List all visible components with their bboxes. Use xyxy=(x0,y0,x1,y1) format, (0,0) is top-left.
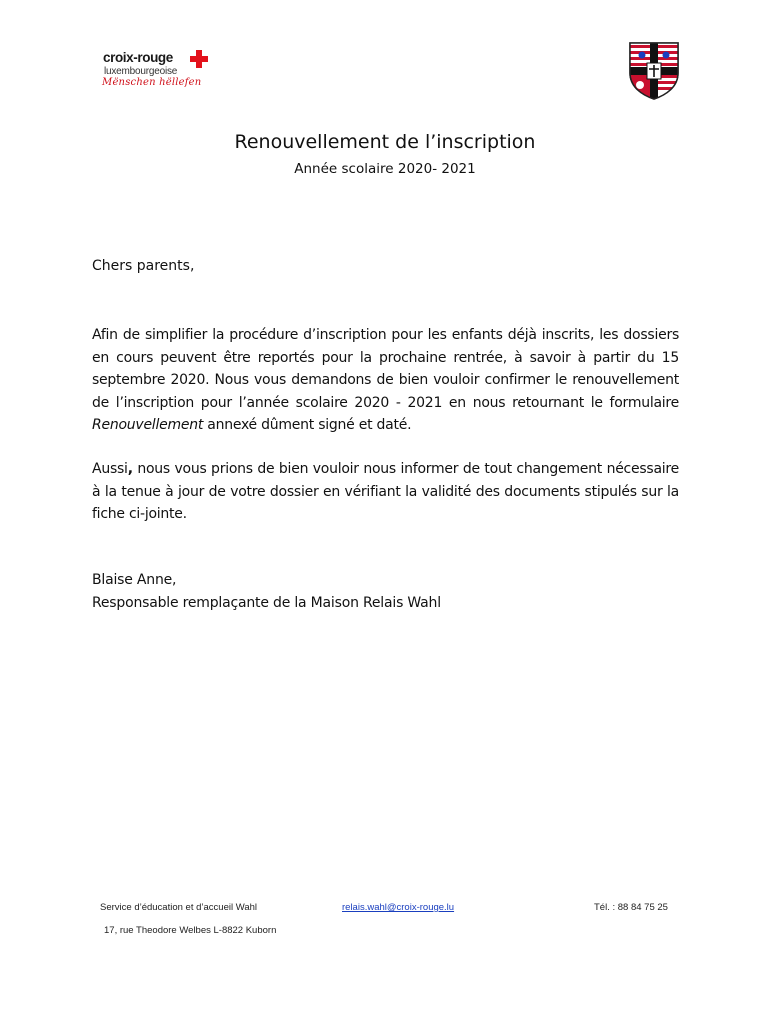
form-name-emphasis: Renouvellement xyxy=(92,417,204,433)
paragraph-changes-text: nous vous prions de bien vouloir nous informer de tout changement nécessaire à la tenue à jour de votre dossier en vérifiant la validité des documents stipulés sur la fiche ci-jointe. xyxy=(92,461,679,522)
coat-of-arms-icon xyxy=(628,41,680,101)
paragraph-changes-bold-comma: , xyxy=(127,461,133,477)
footer-phone: Tél. : 88 84 75 25 xyxy=(594,902,668,913)
red-cross-icon xyxy=(190,50,208,68)
footer-service: Service d’éducation et d’accueil Wahl xyxy=(100,902,258,913)
footer-email-link[interactable]: relais.wahl@croix-rouge.lu xyxy=(342,902,455,913)
paragraph-renewal xyxy=(92,324,679,437)
paragraph-renewal-text: Afin de simplifier la procédure d’inscription pour les enfants déjà inscrits, les dossiers en cours peuvent être reportés pour la prochaine rentrée, à savoir à partir du 15 septembre 2020. Nous vous demandons de bien vouloir confirmer le renouvellement de l’inscription pour l’année scolaire 2020 - 2021 en nous retournant le formulaire xyxy=(92,327,679,411)
footer-address: 17, rue Theodore Welbes L-8822 Kuborn xyxy=(104,925,277,936)
paragraph-changes xyxy=(92,458,679,526)
document-subtitle: Année scolaire 2020- 2021 xyxy=(294,161,476,177)
greeting: Chers parents, xyxy=(92,258,195,274)
signature-role: Responsable remplaçante de la Maison Relais Wahl xyxy=(92,595,441,611)
logo-brand-text: croix-rouge xyxy=(103,50,173,65)
paragraph-changes-start: Aussi xyxy=(92,461,128,477)
document-title: Renouvellement de l’inscription xyxy=(234,131,536,153)
signature-name: Blaise Anne, xyxy=(92,572,177,588)
logo-subtitle: luxembourgeoise xyxy=(104,66,178,77)
paragraph-renewal-text-end: annexé dûment signé et daté. xyxy=(203,417,412,433)
croix-rouge-logo xyxy=(100,46,212,94)
logo-tagline: Mënschen hëllefen xyxy=(102,77,202,88)
